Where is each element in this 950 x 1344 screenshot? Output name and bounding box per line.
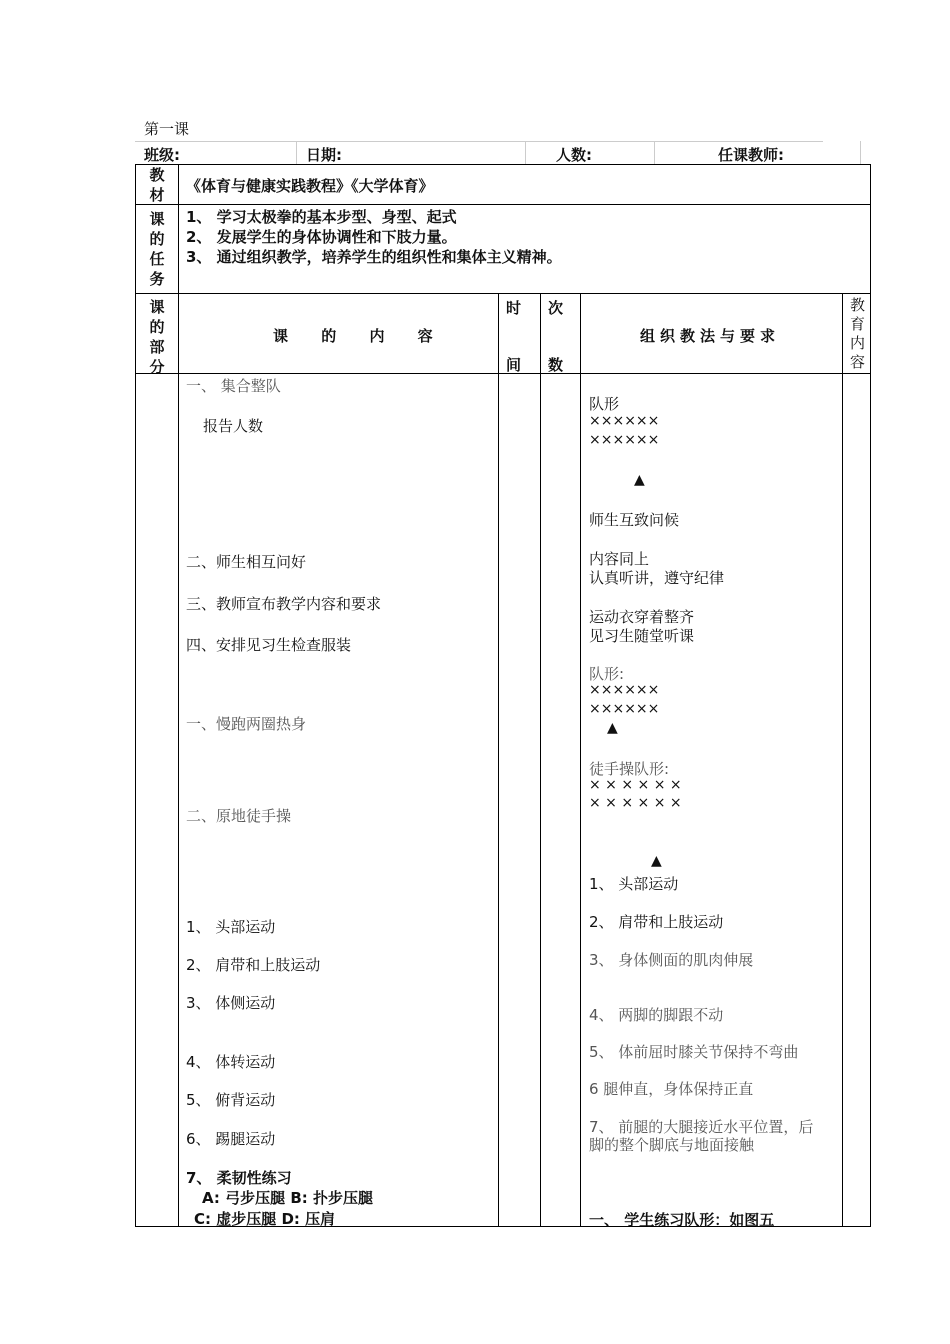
teacher-position-icon: ▲ (634, 472, 645, 488)
textbook-value: 《体育与健康实践教程》《大学体育》 (186, 177, 434, 195)
content-item: 5、 俯背运动 (186, 1091, 276, 1109)
method-item: 认真听讲，遵守纪律 (589, 569, 725, 587)
method-item: 4、 两脚的脚跟不动 (589, 1006, 724, 1024)
method-item: 内容同上 (589, 550, 650, 568)
method-item: 1、 头部运动 (589, 875, 679, 893)
count-column-header-top: 次 (548, 299, 564, 317)
content-item: A: 弓步压腿 B: 扑步压腿 (202, 1189, 373, 1207)
method-item: 3、 身体侧面的肌肉伸展 (589, 951, 754, 969)
header-divider (654, 141, 655, 164)
task-item: 2、 发展学生的身体协调性和下肢力量。 (186, 228, 457, 246)
content-item: C: 虚步压腿 D: 压肩 (194, 1210, 336, 1228)
count-label: 人数: (556, 146, 592, 164)
content-item: 3、 体侧运动 (186, 994, 276, 1012)
edu-column-rule (842, 293, 843, 1227)
task-item: 3、 通过组织教学，培养学生的组织性和集体主义精神。 (186, 248, 562, 266)
method-item: 一、 学生练习队形：如图五 (589, 1211, 775, 1229)
time-column-rule (498, 293, 499, 1227)
formation-row: ×××××× (589, 682, 660, 698)
teacher-label: 任课教师: (718, 146, 784, 164)
method-item: 2、 肩带和上肢运动 (589, 913, 724, 931)
content-item: 四、安排见习生检查服装 (186, 636, 352, 654)
header-divider (525, 141, 526, 164)
count-column-header-bottom: 数 (548, 356, 564, 374)
method-column-header: 组织教法与要求 (640, 327, 781, 345)
formation-row: × × × × × × (589, 777, 682, 793)
textbook-label: 教 材 (149, 166, 165, 204)
formation-row: ×××××× (589, 701, 660, 717)
method-item: 运动衣穿着整齐 (589, 608, 695, 626)
content-item: 二、原地徒手操 (186, 807, 292, 825)
formation-row: ×××××× (589, 432, 660, 448)
row-rule (135, 293, 871, 294)
content-item: 一、 集合整队 (186, 377, 281, 395)
row-rule (135, 204, 871, 205)
method-item: 6 腿伸直，身体保持正直 (589, 1080, 754, 1098)
time-column-header-top: 时 (506, 299, 522, 317)
tasks-label: 课 的 任 务 (149, 210, 165, 288)
content-item: 4、 体转运动 (186, 1053, 276, 1071)
time-column-header-bottom: 间 (506, 356, 522, 374)
lesson-title: 第一课 (144, 120, 190, 138)
date-label: 日期: (306, 146, 342, 164)
formation-row: × × × × × × (589, 795, 682, 811)
method-item: 队形 (589, 395, 620, 413)
method-item: 脚的整个脚底与地面接触 (589, 1136, 755, 1154)
content-item: 报告人数 (203, 417, 264, 435)
content-item: 三、教师宣布教学内容和要求 (186, 595, 382, 613)
method-item: 见习生随堂听课 (589, 627, 695, 645)
formation-row: ×××××× (589, 413, 660, 429)
count-column-rule (540, 293, 541, 1227)
content-item: 6、 踢腿运动 (186, 1130, 276, 1148)
content-item: 一、慢跑两圈热身 (186, 715, 307, 733)
method-item: 5、 体前屈时膝关节保持不弯曲 (589, 1043, 799, 1061)
table-right-border (870, 164, 871, 1227)
table-left-border (135, 164, 136, 1227)
class-label: 班级: (144, 146, 180, 164)
header-divider (296, 141, 297, 164)
header-top-rule (135, 141, 823, 142)
teacher-position-icon: ▲ (607, 720, 618, 736)
content-item: 2、 肩带和上肢运动 (186, 956, 321, 974)
method-item: 队形: (589, 665, 625, 683)
label-column-rule (178, 164, 179, 1227)
content-item: 二、师生相互问好 (186, 553, 307, 571)
content-item: 1、 头部运动 (186, 918, 276, 936)
teacher-position-icon: ▲ (651, 853, 662, 869)
task-item: 1、 学习太极拳的基本步型、身型、起式 (186, 208, 457, 226)
method-item: 徒手操队形: (589, 760, 670, 778)
header-divider (860, 141, 861, 164)
content-item: 7、 柔韧性练习 (186, 1169, 292, 1187)
method-item: 7、 前腿的大腿接近水平位置，后 (589, 1118, 814, 1136)
method-column-rule (580, 293, 581, 1227)
edu-column-header: 教 育 内 容 (850, 296, 866, 371)
part-column-header: 课 的 部 分 (149, 298, 165, 376)
content-column-header: 课 的 内 容 (273, 327, 447, 345)
method-item: 师生互致问候 (589, 511, 680, 529)
row-rule (135, 373, 871, 374)
